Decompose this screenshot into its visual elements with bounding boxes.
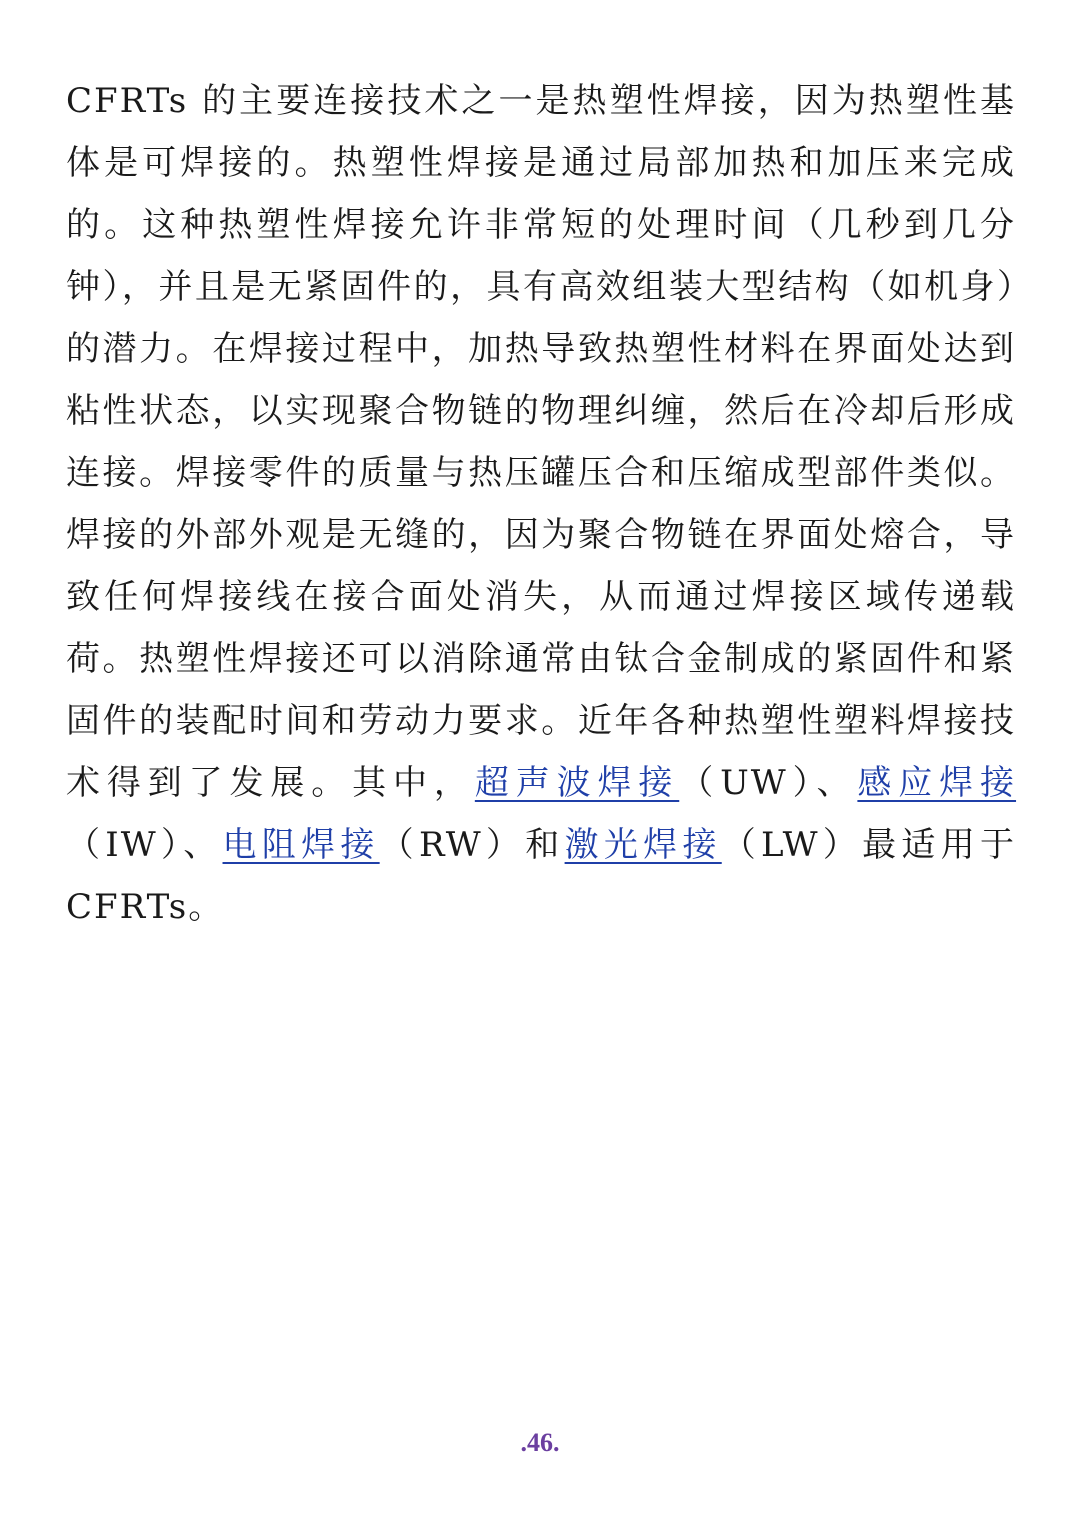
document-page [66, 70, 1016, 938]
body-paragraph [66, 70, 1016, 938]
paragraph-text-lw: （LW）最适用于 CFRTs。 [66, 825, 1016, 927]
link-ultrasonic-welding[interactable]: 超声波焊接 [474, 763, 680, 803]
link-laser-welding[interactable]: 激光焊接 [564, 825, 722, 865]
paragraph-text-intro: CFRTs 的主要连接技术之一是热塑性焊接，因为热塑性基体是可焊接的。热塑性焊接是通过局部加热和加压来完成的。这种热塑性焊接允许非常短的处理时间（几秒到几分钟），并且是无紧固件的，具有高效组装大型结构（如机身）的潜力。在焊接过程中，加热导致热塑性材料在界面处达到粘性状态，以实现聚合物链的物理纠缠，然后在冷却后形成连接。焊接零件的质量与热压罐压合和压缩成型部件类似。焊接的外部外观是无缝的，因为聚合物链在界面处熔合，导致任何焊接线在接合面处消失，从而通过焊接区域传递载荷。热塑性焊接还可以消除通常由钛合金制成的紧固件和紧固件的装配时间和劳动力要求。近年各种热塑性塑料焊接技术得到了发展。其中， [66, 81, 1016, 803]
paragraph-text-iw: （IW）、 [66, 825, 223, 865]
link-resistance-welding[interactable]: 电阻焊接 [222, 825, 380, 865]
paragraph-text-rw: （RW）和 [379, 825, 565, 865]
paragraph-text-uw: （UW）、 [679, 763, 858, 803]
link-induction-welding[interactable]: 感应焊接 [857, 763, 1017, 803]
page-number: .46. [520, 1428, 560, 1457]
